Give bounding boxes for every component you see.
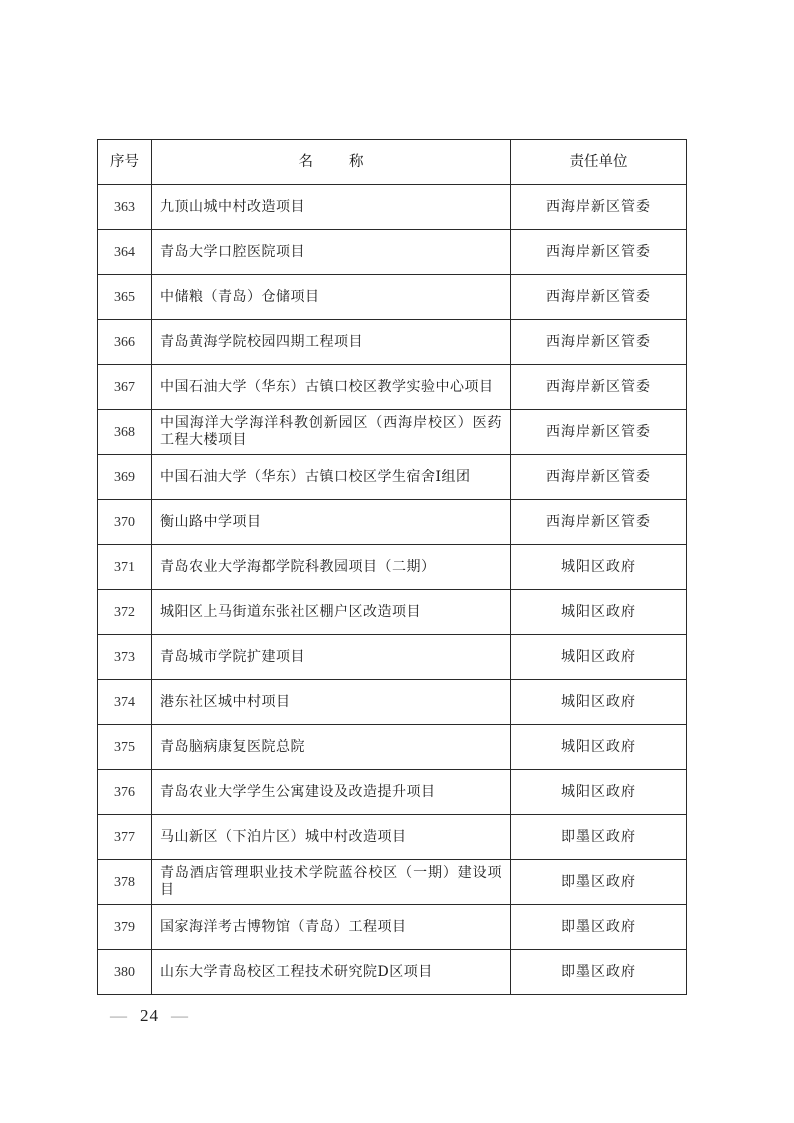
table-row (98, 905, 687, 950)
row-no: 375 (98, 725, 152, 770)
table-header-row (98, 140, 687, 185)
table-row (98, 500, 687, 545)
row-unit: 城阳区政府 (511, 635, 687, 680)
row-name: 国家海洋考古博物馆（青岛）工程项目 (152, 905, 511, 950)
row-no: 369 (98, 455, 152, 500)
row-name: 九顶山城中村改造项目 (152, 185, 511, 230)
row-no: 373 (98, 635, 152, 680)
row-name: 中国石油大学（华东）古镇口校区教学实验中心项目 (152, 365, 511, 410)
row-no: 365 (98, 275, 152, 320)
row-name: 中国海洋大学海洋科教创新园区（西海岸校区）医药工程大楼项目 (152, 410, 511, 455)
row-name: 中储粮（青岛）仓储项目 (152, 275, 511, 320)
row-no: 368 (98, 410, 152, 455)
footer-dash-left: — (110, 1006, 128, 1025)
row-no: 371 (98, 545, 152, 590)
row-unit: 城阳区政府 (511, 680, 687, 725)
row-unit: 西海岸新区管委 (511, 410, 687, 455)
row-no: 376 (98, 770, 152, 815)
row-no: 363 (98, 185, 152, 230)
row-name: 山东大学青岛校区工程技术研究院D区项目 (152, 950, 511, 995)
table-row (98, 275, 687, 320)
header-unit: 责任单位 (511, 140, 687, 185)
table-row (98, 860, 687, 905)
row-name: 中国石油大学（华东）古镇口校区学生宿舍Ⅰ组团 (152, 455, 511, 500)
row-name: 马山新区（下泊片区）城中村改造项目 (152, 815, 511, 860)
row-unit: 即墨区政府 (511, 905, 687, 950)
row-unit: 城阳区政府 (511, 725, 687, 770)
table-row (98, 635, 687, 680)
row-name: 青岛农业大学学生公寓建设及改造提升项目 (152, 770, 511, 815)
row-unit: 西海岸新区管委 (511, 365, 687, 410)
row-name: 青岛农业大学海都学院科教园项目（二期） (152, 545, 511, 590)
table-row (98, 410, 687, 455)
row-name: 青岛大学口腔医院项目 (152, 230, 511, 275)
page-number: 24 (140, 1006, 159, 1025)
table-row (98, 680, 687, 725)
row-unit: 城阳区政府 (511, 770, 687, 815)
row-no: 367 (98, 365, 152, 410)
row-unit: 城阳区政府 (511, 545, 687, 590)
table-row (98, 590, 687, 635)
row-no: 372 (98, 590, 152, 635)
table-row (98, 320, 687, 365)
row-unit: 即墨区政府 (511, 950, 687, 995)
row-unit: 即墨区政府 (511, 815, 687, 860)
row-name: 青岛黄海学院校园四期工程项目 (152, 320, 511, 365)
table-row (98, 950, 687, 995)
row-unit: 西海岸新区管委 (511, 500, 687, 545)
row-no: 379 (98, 905, 152, 950)
table-row (98, 230, 687, 275)
row-unit: 西海岸新区管委 (511, 455, 687, 500)
table-row (98, 455, 687, 500)
table-row (98, 545, 687, 590)
row-no: 370 (98, 500, 152, 545)
header-no: 序号 (98, 140, 152, 185)
row-unit: 城阳区政府 (511, 590, 687, 635)
row-no: 366 (98, 320, 152, 365)
row-name: 青岛脑病康复医院总院 (152, 725, 511, 770)
row-no: 378 (98, 860, 152, 905)
table-row (98, 185, 687, 230)
row-unit: 西海岸新区管委 (511, 320, 687, 365)
row-name: 青岛酒店管理职业技术学院蓝谷校区（一期）建设项目 (152, 860, 511, 905)
row-name: 衡山路中学项目 (152, 500, 511, 545)
row-unit: 即墨区政府 (511, 860, 687, 905)
row-unit: 西海岸新区管委 (511, 275, 687, 320)
footer-dash-right: — (171, 1006, 189, 1025)
row-no: 380 (98, 950, 152, 995)
row-name: 港东社区城中村项目 (152, 680, 511, 725)
row-no: 374 (98, 680, 152, 725)
row-unit: 西海岸新区管委 (511, 230, 687, 275)
page-footer (108, 1006, 191, 1026)
row-unit: 西海岸新区管委 (511, 185, 687, 230)
row-name: 青岛城市学院扩建项目 (152, 635, 511, 680)
row-no: 364 (98, 230, 152, 275)
table-row (98, 725, 687, 770)
project-table (97, 139, 687, 995)
table-row (98, 365, 687, 410)
header-name: 名称 (152, 140, 511, 185)
row-name: 城阳区上马街道东张社区棚户区改造项目 (152, 590, 511, 635)
row-no: 377 (98, 815, 152, 860)
table-row (98, 770, 687, 815)
table-row (98, 815, 687, 860)
